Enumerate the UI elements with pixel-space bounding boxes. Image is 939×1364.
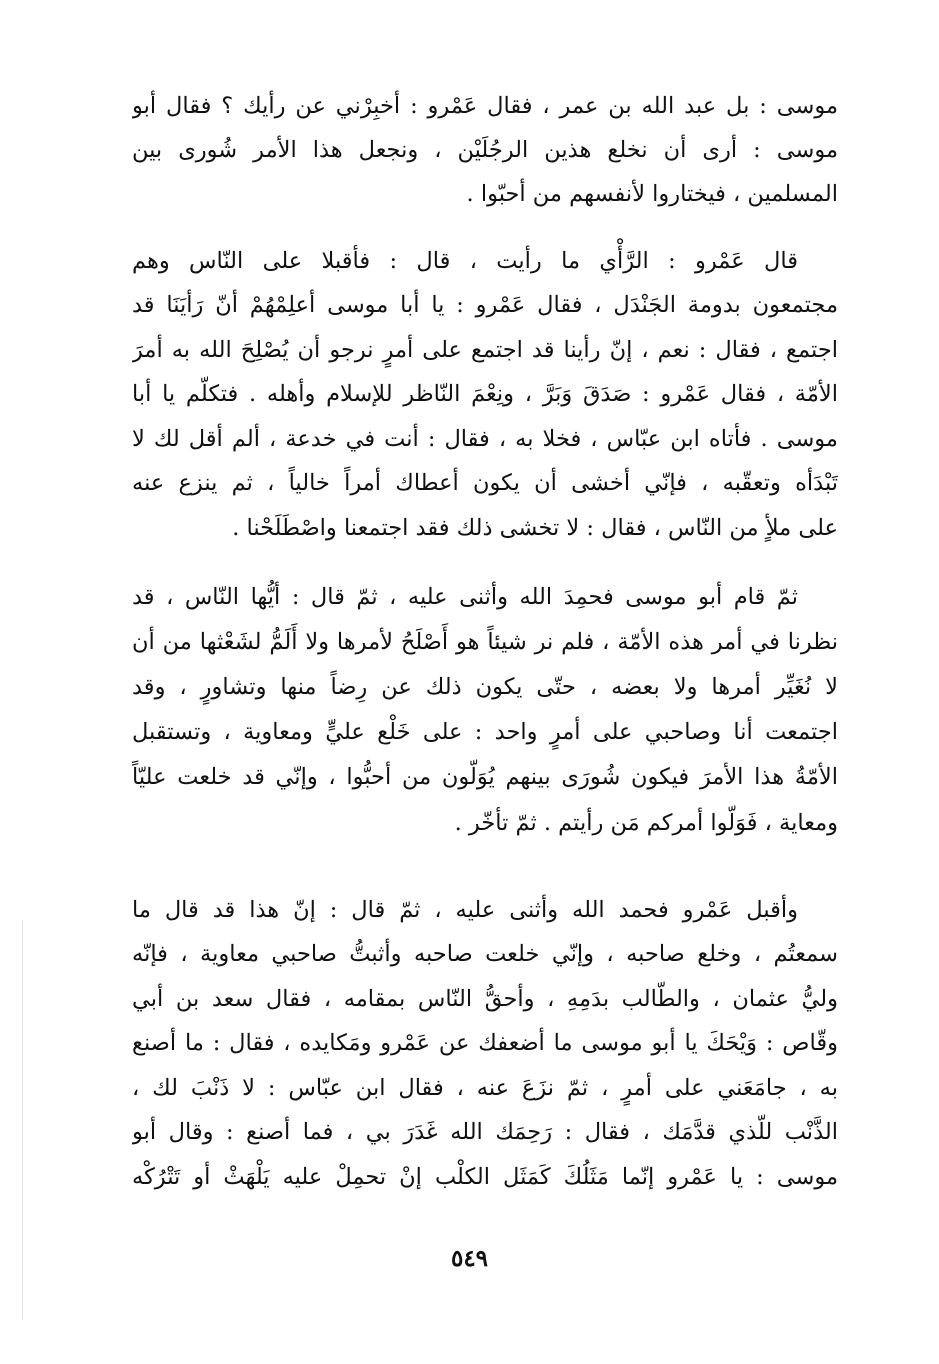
text-line: ثمّ قام أبو موسى فحمِدَ الله وأثنى عليه ، ثمّ قال : أيُّها النّاس ، قد: [132, 584, 798, 610]
text-line: اجتمعت أنا وصاحبي على أمرٍ واحد : على خَلْع عليٍّ ومعاوية ، وتستقبل: [132, 719, 838, 745]
page-number: ٥٤٩: [450, 1245, 489, 1272]
text-line: قال عَمْرو : الرَّأْي ما رأيت ، قال : فأقبلا على النّاس وهم: [132, 248, 798, 274]
text-line: وقّاص : وَيْحَكَ يا أبو موسى ما أضعفك عن عَمْرو ومَكايده ، فقال : ما أصنع: [132, 1030, 838, 1056]
text-line: مجتمعون بدومة الجَنْدَل ، فقال عَمْرو : يا أبا موسى أعلِمْهُمْ أنّ رَأيَنَا قد: [132, 292, 838, 318]
text-line: اجتمع ، فقال : نعم ، إنّ رأينا قد اجتمع على أمرٍ نرجو أن يُصْلِحَ الله به أمرَ: [132, 337, 838, 363]
text-line: موسى : أرى أن نخلع هذين الرجُلَيْن ، ونجعل هذا الأمر شُورى بين: [132, 137, 838, 163]
text-line: نظرنا في أمر هذه الأمّة ، فلم نر شيئاً هو أَصْلَحُ لأمرها ولا أَلَمُّ لشَعْثها من أن: [132, 629, 838, 655]
text-line: على ملأٍ من النّاس ، فقال : لا تخشى ذلك فقد اجتمعنا واصْطَلَحْنا .: [232, 515, 838, 541]
text-line: المسلمين ، فيختاروا لأنفسهم من أحبّوا .: [466, 181, 838, 207]
text-line: وأقبل عَمْرو فحمد الله وأثنى عليه ، ثمّ قال : إنّ هذا قد قال ما: [132, 897, 798, 923]
text-line: سمعتُم ، وخلع صاحبه ، وإنّي خلعت صاحبه وأثبتُّ صاحبي معاوية ، فإنّه: [132, 941, 838, 967]
text-line: وليُّ عثمان ، والطّالب بدَمِهِ ، وأحقُّ النّاس بمقامه ، فقال سعد بن أبي: [132, 986, 838, 1012]
text-line: موسى . فأتاه ابن عبّاس ، فخلا به ، فقال : أنت في خدعة ، ألم أقل لك لا: [132, 426, 838, 452]
text-line: الأمّة ، فقال عَمْرو : صَدَقَ وَبَرَّ ، ونِعْمَ النّاظر للإسلام وأهله . فتكلّم يا أبا: [132, 381, 838, 407]
text-line: تَبْدَأه وتعقّبه ، فإنّي أخشى أن يكون أعطاك أمراً خالياً ، ثم ينزع عنه: [132, 470, 838, 496]
text-line: موسى : يا عَمْرو إنّما مَثَلُكَ كَمَثَل الكلْب إنْ تحمِلْ عليه يَلْهَثْ أو تَتْرُكْه: [132, 1164, 838, 1190]
text-line: لا نُغَيِّر أمرها ولا بعضه ، حتّى يكون ذلك عن رِضاً منها وتشاورٍ ، وقد: [132, 674, 838, 700]
text-line: الأمّةُ هذا الأمرَ فيكون شُورَى بينهم يُوَلّون من أحبُّوا ، وإنّي قد خلعت عليّاً: [132, 764, 838, 790]
text-line: به ، جامَعَني على أمرٍ ، ثمّ نزَعَ عنه ، فقال ابن عبّاس : لا ذَنْبَ لك ،: [132, 1075, 838, 1101]
text-line: ومعاية ، فَوَلّوا أمركم مَن رأيتم . ثمّ تأخّر .: [454, 810, 838, 836]
text-line: موسى : بل عبد الله بن عمر ، فقال عَمْرو : أخبِرْني عن رأيك ؟ فقال أبو: [132, 93, 838, 119]
text-line: الذَّنْب للّذي قدَّمَك ، فقال : رَحِمَك الله غَدَرَ بي ، فما أصنع : وقال أبو: [132, 1119, 838, 1145]
